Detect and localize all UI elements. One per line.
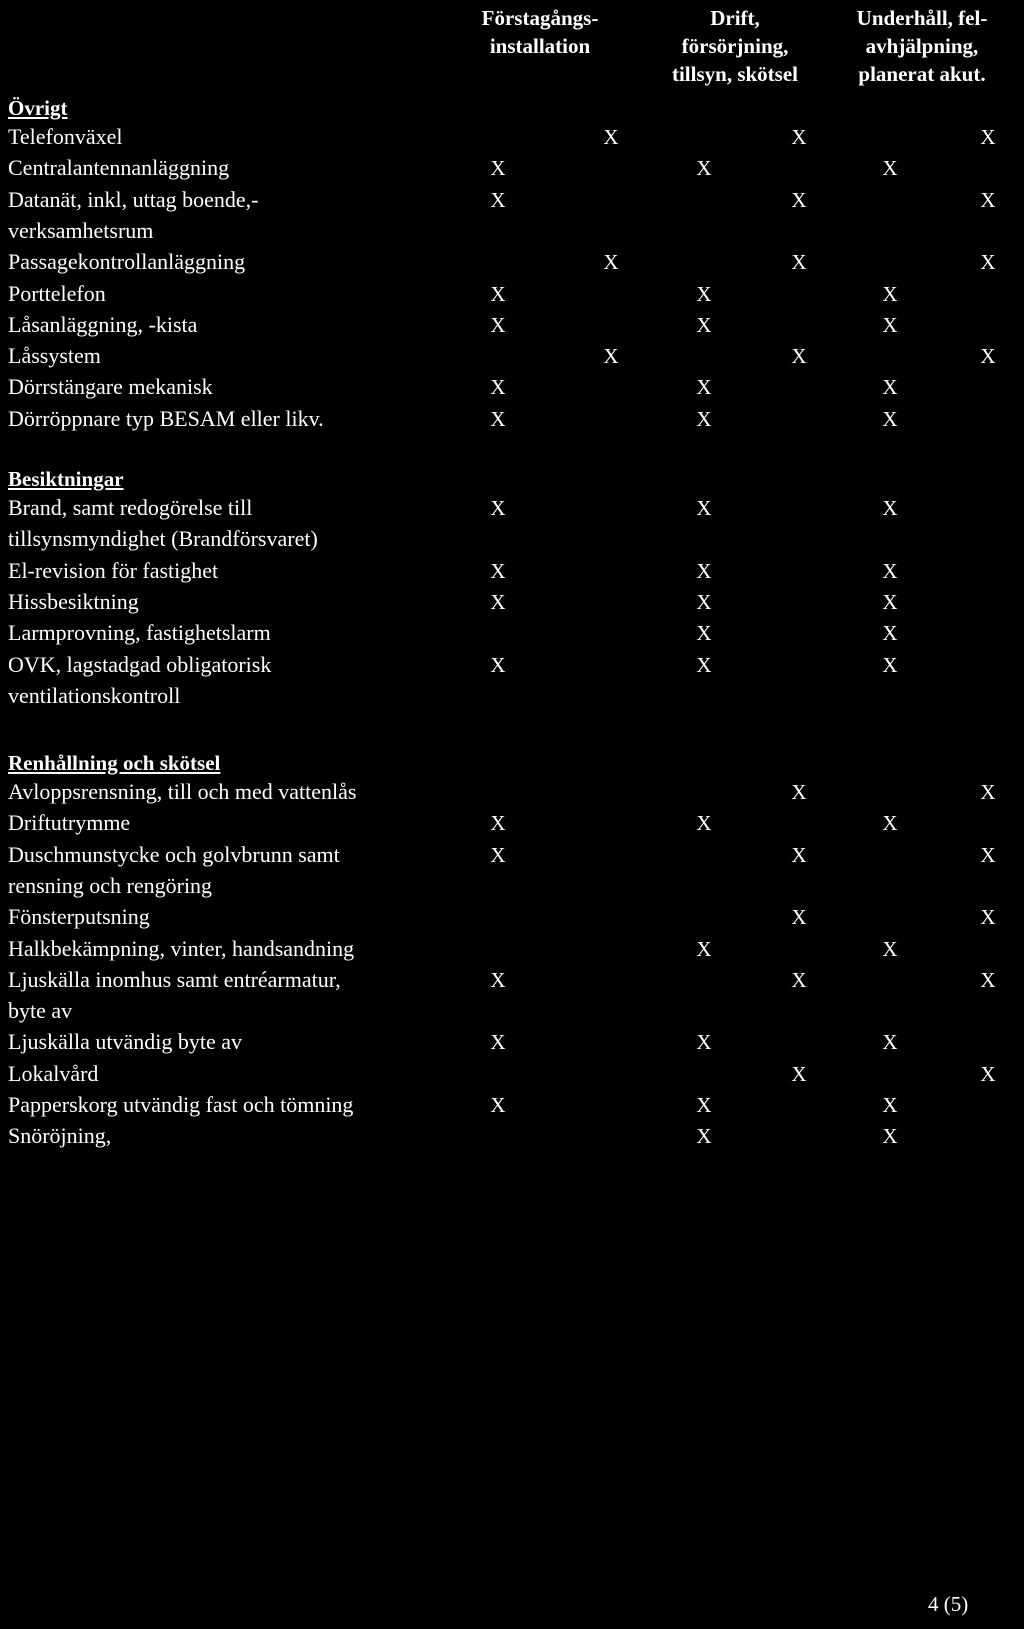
x-mark: X	[791, 125, 807, 149]
x-mark: X	[490, 558, 506, 583]
x-mark: X	[882, 936, 898, 961]
section-title: Besiktningar	[8, 467, 124, 491]
column-header-drift	[630, 4, 840, 88]
x-mark: X	[882, 652, 898, 677]
x-mark: X	[980, 125, 996, 149]
row-label: Ljuskälla utvändig byte av	[8, 1029, 242, 1055]
x-mark: X	[980, 967, 996, 992]
header-line: försörjning,	[681, 34, 789, 58]
x-mark: X	[490, 589, 506, 614]
x-mark: X	[791, 1061, 807, 1086]
column-header-forstagangsinstallation	[440, 4, 640, 60]
x-mark: X	[980, 344, 996, 369]
header-line: tillsyn, skötsel	[671, 62, 799, 86]
x-mark: X	[696, 1093, 712, 1117]
row-label: ventilationskontroll	[8, 682, 181, 708]
row-label: Dörröppnare typ BESAM eller likv.	[8, 405, 324, 431]
row-label: Driftutrymme	[8, 810, 131, 836]
x-mark: X	[882, 312, 898, 337]
x-mark: X	[490, 811, 506, 836]
x-mark: X	[490, 652, 506, 677]
x-mark: X	[980, 842, 996, 867]
row-label: rensning och rengöring	[8, 872, 213, 898]
section-title: Renhållning och skötsel	[8, 751, 221, 775]
x-mark: X	[490, 156, 506, 181]
x-mark: X	[696, 312, 712, 337]
x-mark: X	[791, 344, 807, 369]
row-label: Hissbesiktning	[8, 588, 139, 614]
row-label: byte av	[8, 998, 73, 1024]
x-mark: X	[882, 406, 898, 431]
x-mark: X	[696, 936, 712, 961]
x-mark: X	[791, 842, 807, 867]
row-label: Passagekontrollanläggning	[8, 249, 246, 275]
row-label: Avloppsrensning, till och med vattenlås	[8, 779, 357, 804]
row-label: El-revision för fastighet	[8, 557, 219, 583]
page-number: 4 (5)	[928, 1592, 969, 1616]
row-label: Larmprovning, fastighetslarm	[8, 620, 271, 646]
x-mark: X	[791, 967, 807, 992]
x-mark: X	[882, 1124, 898, 1149]
x-mark: X	[490, 842, 506, 867]
header-line: avhjälpning,	[865, 34, 979, 58]
x-mark: X	[696, 1030, 712, 1055]
row-label: Lokalvård	[8, 1060, 99, 1086]
x-mark: X	[791, 187, 807, 212]
row-label: Duschmunstycke och golvbrunn samt	[8, 841, 340, 867]
x-mark: X	[490, 406, 506, 431]
row-label: Halkbekämpning, vinter, handsandning	[8, 935, 355, 961]
x-mark: X	[696, 496, 712, 520]
x-mark: X	[791, 905, 807, 930]
x-mark: X	[490, 312, 506, 337]
x-mark: X	[882, 1030, 898, 1055]
x-mark: X	[696, 281, 712, 306]
x-mark: X	[603, 125, 619, 149]
x-mark: X	[980, 780, 996, 804]
row-label: Datanät, inkl, uttag boende,-	[8, 186, 259, 212]
row-label: Brand, samt redogörelse till	[8, 495, 253, 520]
x-mark: X	[980, 1061, 996, 1086]
x-mark: X	[696, 811, 712, 836]
x-mark: X	[696, 558, 712, 583]
x-mark: X	[696, 1124, 712, 1149]
x-mark: X	[490, 281, 506, 306]
row-label: OVK, lagstadgad obligatorisk	[8, 651, 272, 677]
x-mark: X	[980, 905, 996, 930]
row-label: Låssystem	[8, 343, 101, 369]
x-mark: X	[603, 344, 619, 369]
row-label: verksamhetsrum	[8, 217, 154, 243]
row-label: Centralantennanläggning	[8, 155, 230, 181]
x-mark: X	[490, 496, 506, 520]
x-mark: X	[490, 967, 506, 992]
x-mark: X	[980, 187, 996, 212]
x-mark: X	[882, 496, 898, 520]
x-mark: X	[882, 558, 898, 583]
row-label: Telefonväxel	[8, 124, 123, 149]
x-mark: X	[882, 375, 898, 400]
x-mark: X	[882, 811, 898, 836]
header-line: Drift,	[710, 6, 760, 30]
header-line: Förstagångs-	[481, 6, 599, 30]
x-mark: X	[791, 780, 807, 804]
row-label: tillsynsmyndighet (Brandförsvaret)	[8, 526, 318, 552]
x-mark: X	[696, 589, 712, 614]
row-label: Porttelefon	[8, 280, 106, 306]
column-header-underhall	[822, 4, 1022, 88]
x-mark: X	[882, 281, 898, 306]
x-mark: X	[603, 250, 619, 275]
x-mark: X	[980, 250, 996, 275]
row-label: Fönsterputsning	[8, 904, 150, 930]
x-mark: X	[696, 375, 712, 400]
x-mark: X	[696, 406, 712, 431]
x-mark: X	[696, 156, 712, 181]
x-mark: X	[490, 1030, 506, 1055]
section-title: Övrigt	[8, 96, 68, 120]
x-mark: X	[791, 250, 807, 275]
x-mark: X	[696, 652, 712, 677]
x-mark: X	[490, 1093, 506, 1117]
row-label: Ljuskälla inomhus samt entréarmatur,	[8, 966, 341, 992]
row-label: Papperskorg utvändig fast och tömning	[8, 1092, 354, 1117]
x-mark: X	[490, 187, 506, 212]
row-label: Låsanläggning, -kista	[8, 311, 198, 337]
row-label: Dörrstängare mekanisk	[8, 374, 213, 400]
header-line: Underhåll, fel-	[856, 6, 988, 30]
row-label: Snöröjning,	[8, 1123, 112, 1149]
header-line: planerat akut.	[858, 62, 986, 86]
x-mark: X	[882, 156, 898, 181]
x-mark: X	[882, 621, 898, 646]
x-mark: X	[696, 621, 712, 646]
header-line: installation	[489, 34, 591, 58]
x-mark: X	[882, 589, 898, 614]
x-mark: X	[490, 375, 506, 400]
x-mark: X	[882, 1093, 898, 1117]
